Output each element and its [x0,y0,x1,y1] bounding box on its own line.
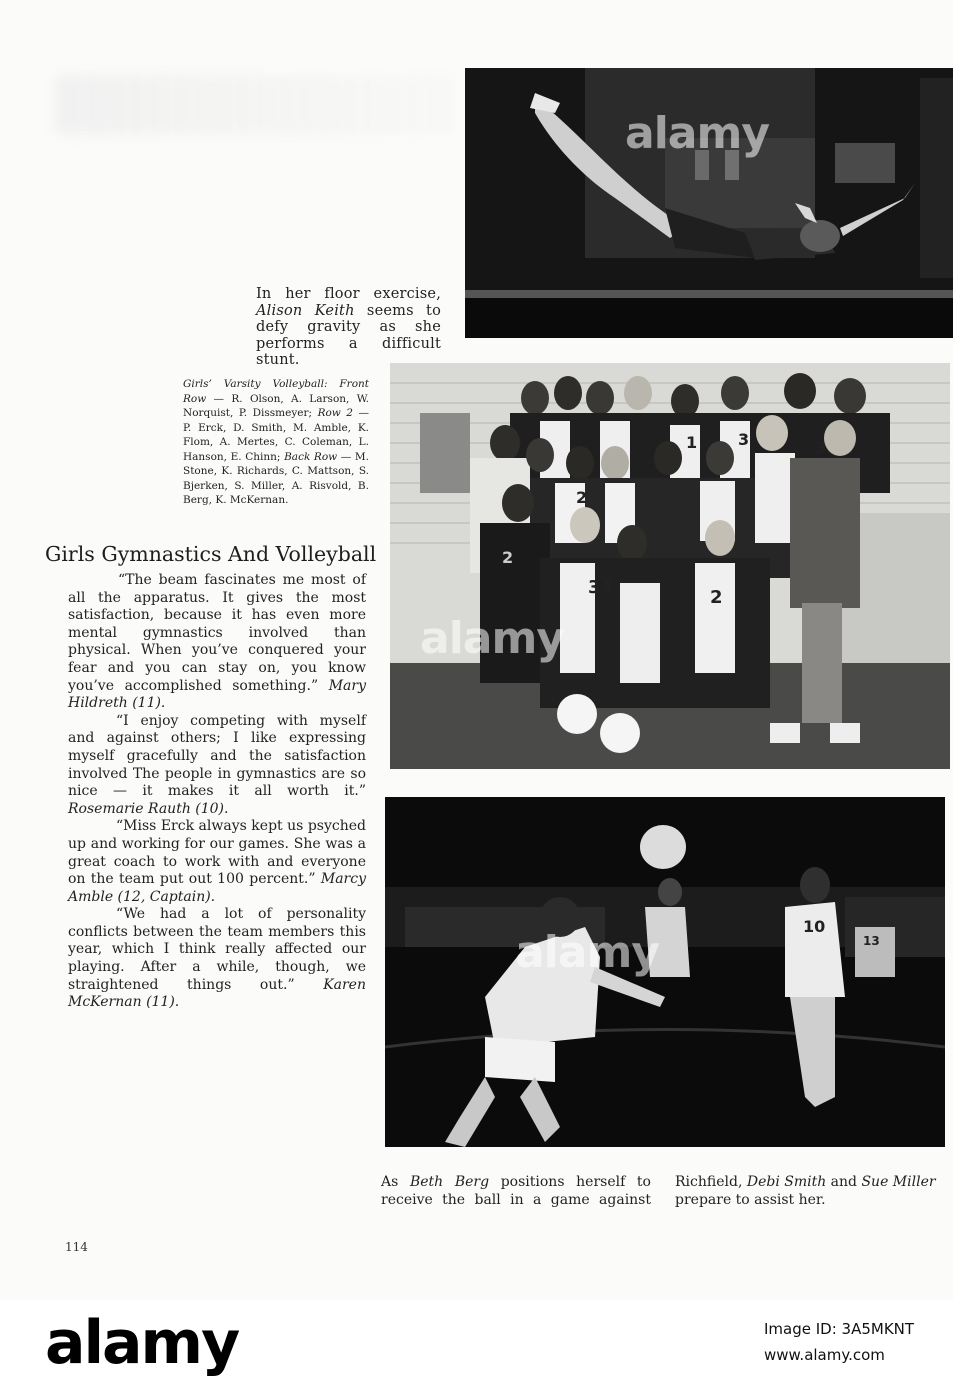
caption-name: Sue Miller [861,1174,936,1190]
quote-attribution: Marcy Amble (12, Captain). [68,871,366,905]
quote-attribution: Karen McKernan (11). [68,976,366,1011]
watermark: alamy [420,613,564,664]
jersey-number: 10 [803,917,826,936]
jersey-number: 34 [588,577,614,598]
caption-name: Debi Smith [746,1174,827,1190]
caption-name: Beth Berg [409,1174,490,1190]
roster-names: — P. Erck, D. Smith, M. Amble, K. Flom, A. Mertes, C. Coleman, L. Hanson, E. Chinn; [183,407,370,463]
caption-name: Alison Keith [256,302,355,319]
quote-paragraph [68,572,366,713]
jersey-number: 13 [863,934,880,948]
game-caption-right [675,1174,945,1209]
quote-text: “Miss Erck always kept us psyched up and working for our games. She was a great coach to work with and everyone on the team put out 100 percent.” [68,818,366,888]
jersey-number: 1 [686,433,698,452]
caption-text: As [381,1174,410,1190]
roster-label: Row 2 [317,407,353,419]
watermark: alamy [625,108,769,159]
caption-text: positions herself to receive the ball in a game against [381,1174,651,1208]
quote-text: “I enjoy competing with myself and against others; I like expressing myself gracefully and the satisfaction involved The people in gymnastics are so nice — it makes it all worth it.” [68,712,366,800]
article-body [68,572,366,1012]
jersey-number: 2 [576,488,588,507]
gymnast-caption [256,286,441,369]
roster-names: — M. Stone, K. Richards, C. Mattson, S. Bjerken, S. Miller, A. Risvold, B. Berg, K. McKernan. [183,450,369,506]
image-id: Image ID: 3A5MKNT [764,1320,915,1338]
caption-text: and [826,1174,862,1190]
team-roster-caption [183,377,369,508]
quote-attribution: Mary Hildreth (11). [68,677,366,712]
game-photo [385,797,945,1147]
jersey-number: 3 [738,430,750,449]
game-caption-left [381,1174,651,1209]
jersey-number: 2 [710,587,723,608]
roster-label: Back Row [284,450,338,463]
caption-text: Richfield, [675,1174,747,1190]
caption-text: In her floor exercise, [256,286,441,302]
bleed-through-ghost [55,75,455,135]
quote-paragraph [68,713,366,819]
caption-text: seems to defy gravity as she performs a difficult stunt. [256,302,441,368]
gymnast-photo [465,68,953,338]
alamy-logo[interactable]: alamy [45,1308,239,1378]
site-url[interactable]: www.alamy.com [764,1346,885,1364]
team-photo [390,363,950,769]
section-title: Girls Gymnastics And Volleyball [45,542,377,566]
page-number: 114 [65,1240,88,1254]
roster-label: Girls’ Varsity Volleyball: Front Row [183,378,369,405]
quote-attribution: Rosemarie Rauth (10). [68,800,229,817]
quote-text: “The beam fascinates me most of all the apparatus. It gives the most satisfaction, because it has even more mental gymnastics involved than physical. When you’ve conquered your fear and you can stay on, you know you’ve accomplished something.” [68,572,366,694]
quote-text: “We had a lot of personality conflicts between the team members this year, which I think really affected our playing. After a while, though, we straightened things out.” [68,906,366,993]
quote-paragraph [68,818,366,906]
caption-text: prepare to assist her. [675,1191,826,1208]
jersey-number: 3 [815,438,827,457]
jersey-number: 2 [502,548,514,567]
roster-names: — R. Olson, A. Larson, W. Norquist, P. Dissmeyer; [183,392,369,419]
quote-paragraph [68,906,366,1012]
watermark: alamy [515,927,659,978]
